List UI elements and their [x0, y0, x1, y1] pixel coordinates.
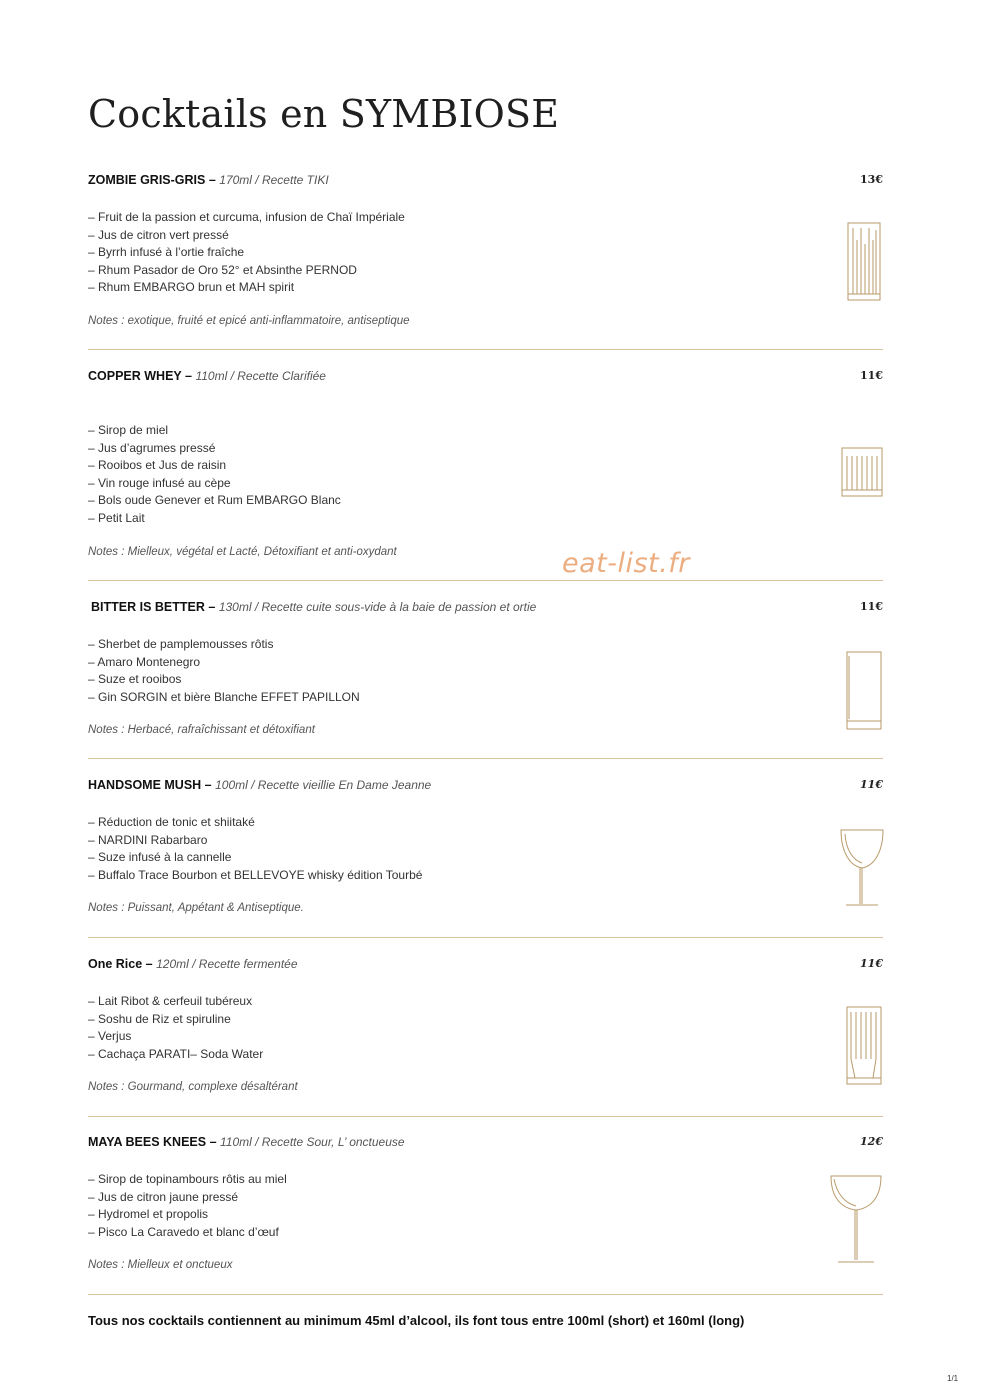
ingredient-list [88, 422, 883, 528]
page-title: Cocktails en SYMBIOSE [88, 92, 560, 136]
section-divider [88, 349, 883, 350]
ingredient: – Suze infusé à la cannelle [88, 849, 883, 867]
ingredient: – Verjus [88, 1028, 883, 1046]
ingredient-list [88, 814, 883, 884]
ingredient: – Soshu de Riz et spiruline [88, 1011, 883, 1029]
ingredient: – Réduction de tonic et shiitaké [88, 814, 883, 832]
ingredient-list [88, 993, 883, 1063]
cocktail-header: ZOMBIE GRIS-GRIS – 170ml / Recette TIKI 13€ [88, 173, 883, 187]
cocktail-price: 11€ [860, 369, 883, 382]
section-divider [88, 937, 883, 938]
cocktail-recipe: 120ml / Recette fermentée [156, 957, 298, 971]
ingredient: – Buffalo Trace Bourbon et BELLEVOYE whisky édition Tourbé [88, 867, 883, 885]
cocktail-header: COPPER WHEY – 110ml / Recette Clarifiée 11€ [88, 369, 883, 383]
section-divider [88, 1294, 883, 1295]
cocktail-price: 11€ [860, 957, 883, 970]
cocktail-notes: Notes : Mielleux, végétal et Lacté, Détoxifiant et anti-oxydant [88, 545, 397, 558]
ingredient: – Fruit de la passion et curcuma, infusion de Chaï Impériale [88, 209, 883, 227]
ingredient: – Jus de citron jaune pressé [88, 1189, 883, 1207]
ingredient: – Sirop de topinambours rôtis au miel [88, 1171, 883, 1189]
ingredient: – Rhum EMBARGO brun et MAH spirit [88, 279, 883, 297]
cocktail-item [88, 369, 883, 558]
ingredient: – Hydromel et propolis [88, 1206, 883, 1224]
ingredient: – Suze et rooibos [88, 671, 883, 689]
ingredient-list [88, 209, 883, 297]
cocktail-name: ZOMBIE GRIS-GRIS [88, 173, 206, 187]
tall-cut-glass-icon [843, 1004, 885, 1088]
cocktail-notes: Notes : exotique, fruité et epicé anti-inflammatoire, antiseptique [88, 314, 410, 327]
cocktail-name: MAYA BEES KNEES [88, 1135, 207, 1149]
ingredient: – Bols oude Genever et Rum EMBARGO Blanc [88, 492, 883, 510]
ingredient: – Pisco La Caravedo et blanc d’œuf [88, 1224, 883, 1242]
coupe-glass-icon [828, 1170, 884, 1266]
nick-and-nora-glass-icon [838, 826, 886, 908]
ingredient: – Rooibos et Jus de raisin [88, 457, 883, 475]
cocktail-item [88, 173, 883, 327]
ingredient: – Sirop de miel [88, 422, 883, 440]
cocktail-name: BITTER IS BETTER [91, 600, 205, 614]
ingredient-list [88, 1171, 883, 1241]
cocktail-notes: Notes : Puissant, Appétant & Antiseptique. [88, 902, 304, 915]
cocktail-item [88, 957, 883, 1093]
ingredient: – Cachaça PARATI– Soda Water [88, 1046, 883, 1064]
short-ribbed-glass-icon [838, 444, 886, 500]
ingredient: – Jus d’agrumes pressé [88, 440, 883, 458]
footer-note: Tous nos cocktails contiennent au minimum 45ml d’alcool, ils font tous entre 100ml (short) et 160ml (long) [88, 1313, 745, 1328]
ingredient: – Amaro Montenegro [88, 654, 883, 672]
cocktail-price: 11€ [860, 778, 883, 791]
cocktail-notes: Notes : Herbacé, rafraîchissant et détoxifiant [88, 724, 315, 737]
ingredient-list [88, 636, 883, 706]
cocktail-item [88, 600, 883, 736]
cocktail-price: 11€ [860, 600, 883, 613]
cocktail-header: BITTER IS BETTER – 130ml / Recette cuite sous-vide à la baie de passion et ortie 11€ [91, 600, 883, 614]
ingredient: – Sherbet de pamplemousses rôtis [88, 636, 883, 654]
ingredient: – Jus de citron vert pressé [88, 227, 883, 245]
section-divider [88, 580, 883, 581]
section-divider [88, 1116, 883, 1117]
cocktail-notes: Notes : Gourmand, complexe désaltérant [88, 1081, 298, 1094]
page-number: 1/1 [947, 1374, 959, 1383]
cocktail-recipe: 110ml / Recette Clarifiée [195, 369, 326, 383]
cocktail-name: One Rice [88, 957, 143, 971]
ingredient: – Byrrh infusé à l’ortie fraîche [88, 244, 883, 262]
cocktail-name: HANDSOME MUSH [88, 778, 202, 792]
watermark: eat-list.fr [562, 548, 690, 579]
ingredient: – Gin SORGIN et bière Blanche EFFET PAPILLON [88, 689, 883, 707]
cocktail-recipe: 130ml / Recette cuite sous-vide à la baie de passion et ortie [218, 600, 537, 614]
cocktail-recipe: 110ml / Recette Sour, L’ onctueuse [220, 1135, 405, 1149]
ingredient: – Lait Ribot & cerfeuil tubéreux [88, 993, 883, 1011]
cocktail-price: 12€ [860, 1135, 883, 1148]
cocktail-notes: Notes : Mielleux et onctueux [88, 1259, 233, 1272]
cocktail-header: HANDSOME MUSH – 100ml / Recette vieillie En Dame Jeanne 11€ [88, 778, 883, 792]
cocktail-item [88, 778, 883, 914]
ingredient: – Rhum Pasador de Oro 52° et Absinthe PERNOD [88, 262, 883, 280]
cocktail-header: One Rice – 120ml / Recette fermentée 11€ [88, 957, 883, 971]
cocktail-item [88, 1135, 883, 1271]
cocktail-recipe: 170ml / Recette TIKI [219, 173, 329, 187]
ingredient: – Petit Lait [88, 510, 883, 528]
tall-ribbed-glass-icon [842, 220, 886, 304]
cocktail-recipe: 100ml / Recette vieillie En Dame Jeanne [215, 778, 432, 792]
cocktail-name: COPPER WHEY [88, 369, 182, 383]
highball-glass-icon [843, 650, 885, 732]
ingredient: – Vin rouge infusé au cèpe [88, 475, 883, 493]
ingredient: – NARDINI Rabarbaro [88, 832, 883, 850]
section-divider [88, 758, 883, 759]
cocktail-header: MAYA BEES KNEES – 110ml / Recette Sour, L’ onctueuse 12€ [88, 1135, 883, 1149]
cocktail-price: 13€ [860, 173, 883, 186]
